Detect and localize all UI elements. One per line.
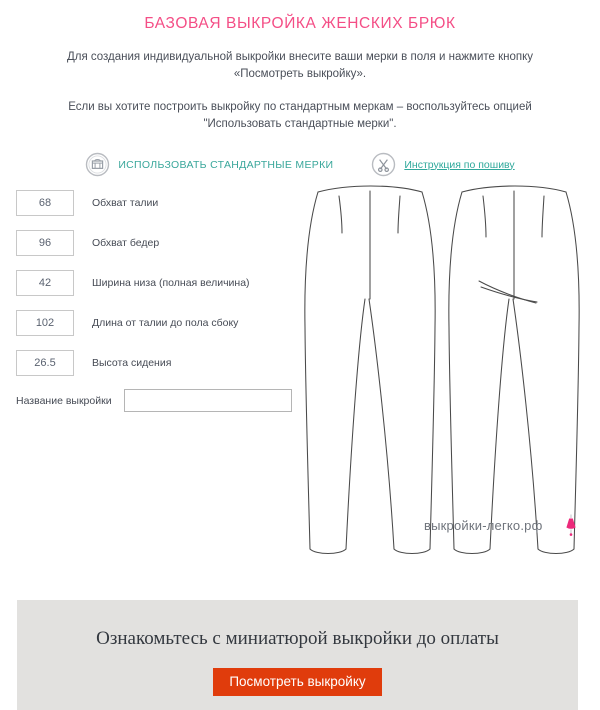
pattern-name-input[interactable] xyxy=(124,389,292,412)
pattern-name-row xyxy=(16,389,292,412)
intro-paragraph-2: Если вы хотите построить выкройку по стандартным меркам – воспользуйтесь опцией "Использовать стандартные мерки". xyxy=(68,101,532,130)
sewing-instruction-link[interactable] xyxy=(371,152,514,177)
intro-paragraph-1: Для создания индивидуальной выкройки внесите ваши мерки в поля и нажмите кнопку «Посмотреть выкройку». xyxy=(66,51,534,80)
main-content xyxy=(0,177,600,577)
measurements-form xyxy=(16,189,306,389)
measurement-row xyxy=(16,189,306,217)
pattern-name-label: Название выкройки xyxy=(16,394,112,407)
preview-footer-panel xyxy=(17,600,578,710)
rise-height-input[interactable] xyxy=(16,350,74,376)
hem-width-label: Ширина низа (полная величина) xyxy=(92,277,250,289)
scissors-icon xyxy=(371,152,396,177)
waist-to-floor-length-input[interactable] xyxy=(16,310,74,336)
measuring-tape-icon xyxy=(85,152,110,177)
hem-width-input[interactable] xyxy=(16,270,74,296)
measurement-row xyxy=(16,269,306,297)
measurement-row xyxy=(16,229,306,257)
footer-heading: Ознакомьтесь с миниатюрой выкройки до оплаты xyxy=(96,628,499,649)
waist-circumference-label: Обхват талии xyxy=(92,197,159,209)
hip-circumference-input[interactable] xyxy=(16,230,74,256)
watermark-text: выкройки-легко.рф xyxy=(424,518,543,533)
measurement-row xyxy=(16,309,306,337)
measurement-row xyxy=(16,349,306,377)
waist-circumference-input[interactable] xyxy=(16,190,74,216)
waist-to-floor-length-label: Длина от талии до пола сбоку xyxy=(92,317,239,329)
options-row xyxy=(0,133,600,177)
page-title: БАЗОВАЯ ВЫКРОЙКА ЖЕНСКИХ БРЮК xyxy=(144,15,456,32)
sewing-instruction-label[interactable]: Инструкция по пошиву xyxy=(404,158,515,171)
view-pattern-button[interactable]: Посмотреть выкройку xyxy=(213,668,381,696)
pink-dress-logo-icon xyxy=(563,513,579,537)
hip-circumference-label: Обхват бедер xyxy=(92,237,160,249)
trousers-technical-drawing xyxy=(296,177,596,567)
use-standard-measurements-label: ИСПОЛЬЗОВАТЬ СТАНДАРТНЫЕ МЕРКИ xyxy=(118,158,334,171)
use-standard-measurements-button[interactable] xyxy=(85,152,333,177)
rise-height-label: Высота сидения xyxy=(92,357,172,369)
